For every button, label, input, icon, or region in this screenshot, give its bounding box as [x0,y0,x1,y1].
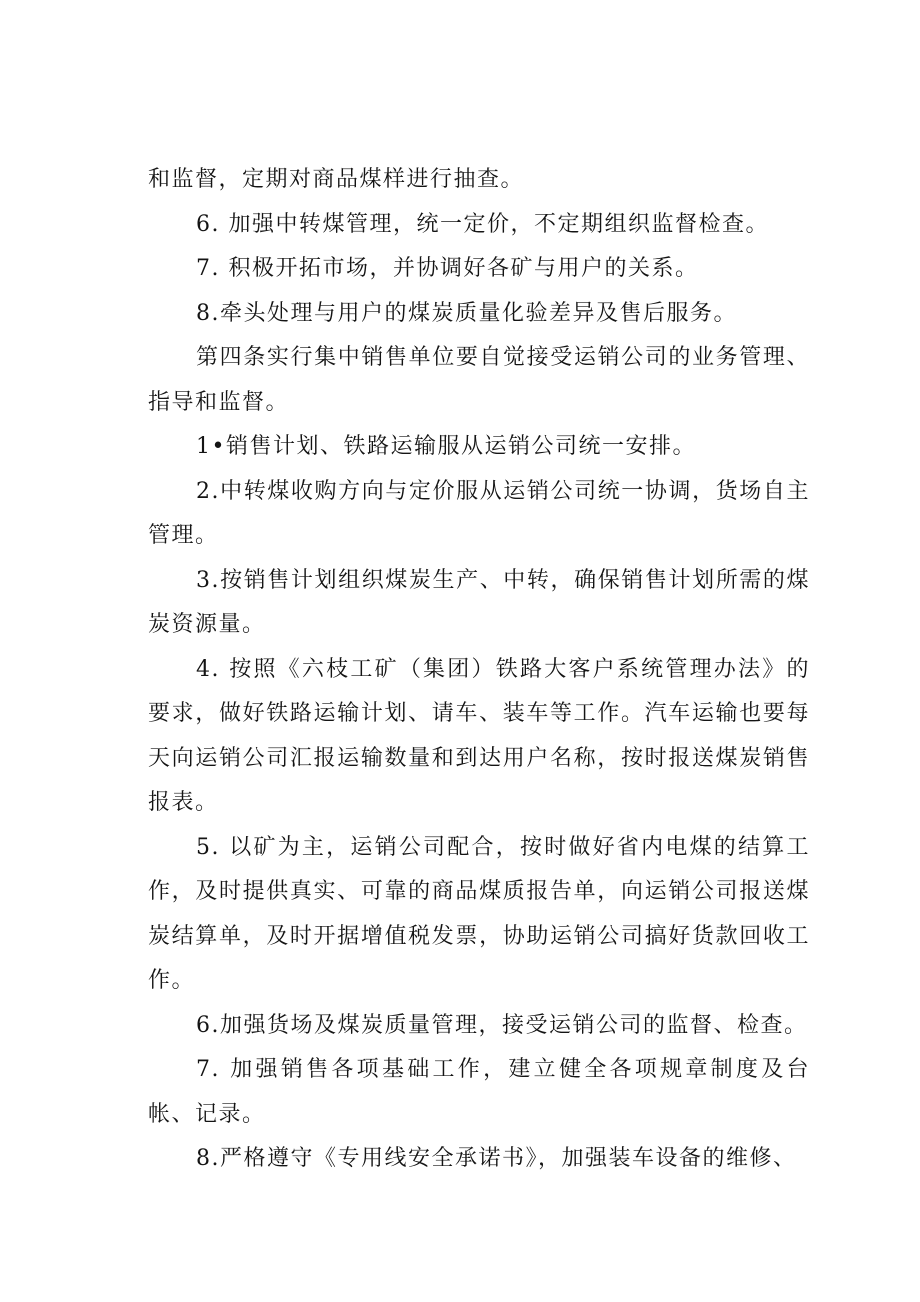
paragraph-article-4-item-1: 1•销售计划、铁路运输服从运销公司统一安排。 [196,434,696,459]
paragraph-article-4-item-5: 5. 以矿为主，运销公司配合，按时做好省内电煤的结算工作，及时提供真实、可靠的商品煤质报告单，向运销公司报送煤炭结算单，及时开据增值税发票，协助运销公司搞好货款回收工作。 [148,834,810,993]
paragraph-item-8: 8.牵头处理与用户的煤炭质量化验差异及售后服务。 [196,300,737,326]
paragraph-item-6: 6. 加强中转煤管理，统一定价，不定期组织监督检查。 [196,211,769,237]
document-body [148,158,810,1182]
paragraph-article-4-item-8: 8.严格遵守《专用线安全承诺书》，加强装车设备的维修、 [196,1146,797,1171]
paragraph-item-7: 7. 积极开拓市场，并协调好各矿与用户的关系。 [196,256,699,281]
paragraph-article-4-item-6: 6.加强货场及煤炭质量管理，接受运销公司的监督、检查。 [196,1012,808,1038]
paragraph-article-4-item-2: 2.中转煤收购方向与定价服从运销公司统一协调，货场自主管理。 [148,478,810,548]
paragraph-article-4-item-7: 7. 加强销售各项基础工作，建立健全各项规章制度及台帐、记录。 [148,1057,810,1127]
paragraph-article-4: 第四条实行集中销售单位要自觉接受运销公司的业务管理、指导和监督。 [148,345,810,415]
paragraph-continuation: 和监督，定期对商品煤样进行抽查。 [148,167,525,192]
paragraph-article-4-item-3: 3.按销售计划组织煤炭生产、中转，确保销售计划所需的煤炭资源量。 [148,567,810,637]
paragraph-article-4-item-4: 4. 按照《六枝工矿（集团）铁路大客户系统管理办法》的要求，做好铁路运输计划、请车、装车等工作。汽车运输也要每天向运销公司汇报运输数量和到达用户名称，按时报送煤炭销售报表。 [148,656,810,815]
